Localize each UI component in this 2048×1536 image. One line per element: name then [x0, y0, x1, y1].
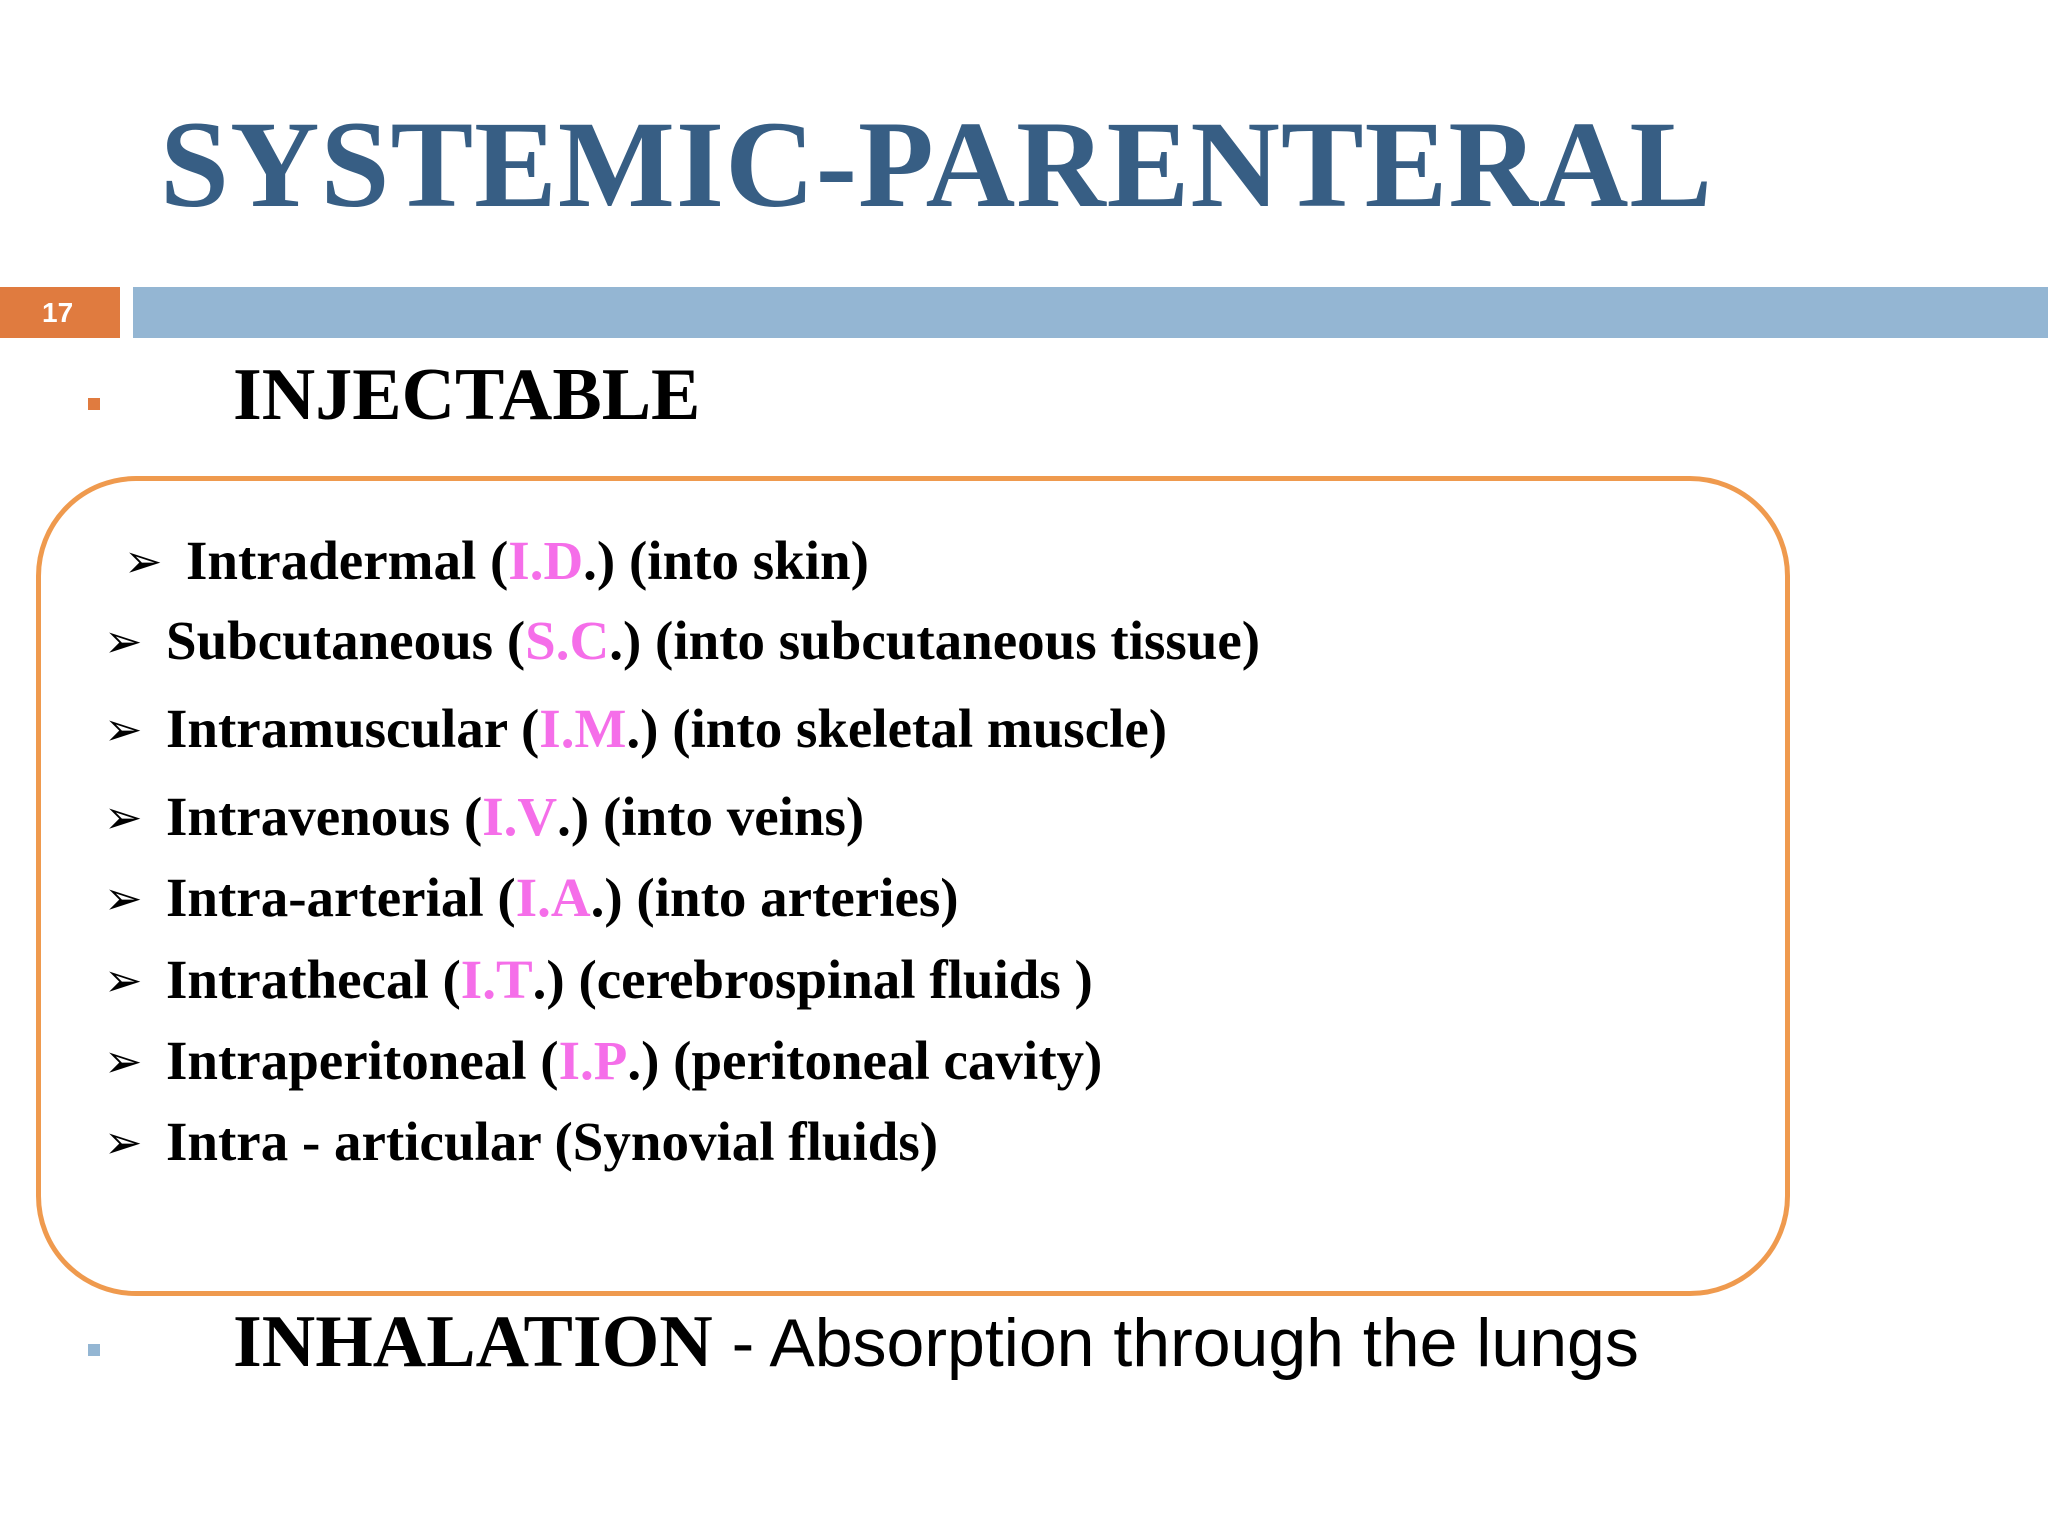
arrowhead-bullet-icon: ➢ — [124, 534, 163, 588]
arrowhead-bullet-icon: ➢ — [104, 1115, 143, 1169]
route-name: Intraperitoneal ( — [166, 1030, 559, 1091]
arrowhead-bullet-icon: ➢ — [104, 614, 143, 668]
injectable-routes-box — [36, 476, 1790, 1296]
route-name: Intradermal ( — [186, 530, 509, 591]
arrowhead-bullet-icon: ➢ — [104, 871, 143, 925]
route-abbreviation: I.A — [515, 867, 591, 928]
route-description: .) (into skeletal muscle) — [626, 698, 1168, 759]
route-description: .) (cerebrospinal fluids ) — [532, 949, 1093, 1010]
inhalation-description: - Absorption through the lungs — [712, 1305, 1639, 1381]
route-abbreviation: I.D — [508, 530, 584, 591]
route-name: Intramuscular ( — [166, 698, 540, 759]
route-description: .) (into arteries) — [590, 867, 959, 928]
header-divider-bar — [133, 287, 2048, 338]
route-name: Subcutaneous ( — [166, 610, 526, 671]
route-description: .) (peritoneal cavity) — [627, 1030, 1103, 1091]
route-abbreviation: I.T — [460, 949, 533, 1010]
slide-number: 17 — [0, 287, 120, 338]
route-abbreviation: I.M — [539, 698, 627, 759]
route-name: Intravenous ( — [166, 786, 483, 847]
route-abbreviation: S.C — [525, 610, 610, 671]
route-abbreviation: I.P — [558, 1030, 628, 1091]
route-description: .) (into veins) — [557, 786, 865, 847]
injectable-heading: INJECTABLE — [233, 354, 701, 436]
inhalation-heading: INHALATION — [233, 1301, 713, 1383]
arrowhead-bullet-icon: ➢ — [104, 953, 143, 1007]
route-abbreviation: I.V — [482, 786, 558, 847]
route-name: Intrathecal ( — [166, 949, 461, 1010]
arrowhead-bullet-icon: ➢ — [104, 790, 143, 844]
route-description: .) (into subcutaneous tissue) — [609, 610, 1261, 671]
route-description: .) (into skin) — [583, 530, 869, 591]
arrowhead-bullet-icon: ➢ — [104, 1034, 143, 1088]
arrowhead-bullet-icon: ➢ — [104, 702, 143, 756]
square-bullet-icon — [88, 398, 100, 410]
route-name: Intra-arterial ( — [166, 867, 516, 928]
slide-title: SYSTEMIC-PARENTERAL — [160, 96, 1714, 233]
square-bullet-icon — [88, 1344, 100, 1356]
route-name: Intra - articular (Synovial fluids) — [166, 1111, 939, 1172]
inhalation-line — [233, 1297, 1639, 1388]
